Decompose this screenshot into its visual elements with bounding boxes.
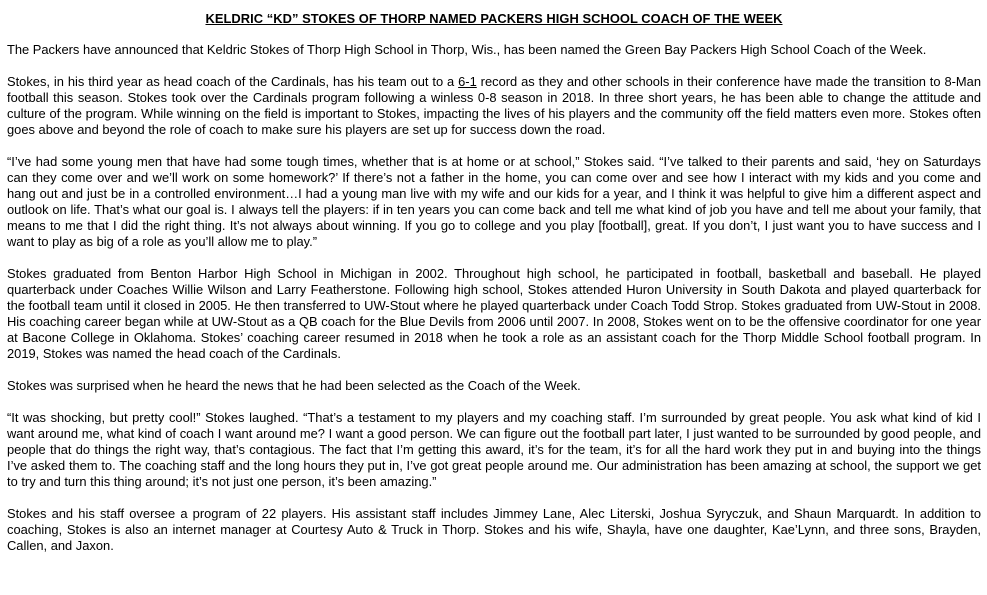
paragraph-third-year-lead: Stokes, in his third year as head coach of the Cardinals, has his team out to a — [7, 74, 459, 89]
paragraph-third-year-rest: record as they and other schools in their conference have made the transition to 8-Man football this season. Stokes took over the Cardinals program following a winless 0-8 season in 2018. In three short years, he has been able to change the attitude and culture of the program. While winning on the field is important to Stokes, impacting the lives of his players and the community off the field matters even more. Stokes often goes above and beyond the role of coach to make sure his players are set up for success down the road. — [7, 74, 981, 137]
team-record: 6-1 — [458, 74, 477, 89]
paragraph-quote-young-men: “I’ve had some young men that have had some tough times, whether that is at home or at school,” Stokes said. “I’ve talked to their parents and said, ‘hey on Saturdays can they come over and we’ll work on some homework?’ If there’s not a father in the home, you can come over and see how I interact with my kids and you come and hang out and just be in a controlled environment…I had a young man live with my wife and our kids for a year, and I think it was helpful to give him a different aspect and outlook on life. That’s what our goal is. I always tell the players: if in ten years you can come back and tell me what kind of job you have and tell me about your family, that means to me that I did the right thing. It’s not always about winning. If you go to college and you play [football], great. If you don’t, I just want you to have success and I want to play as big of a role as you’ll allow me to play.” — [7, 154, 981, 249]
article-title: KELDRIC “KD” STOKES OF THORP NAMED PACKERS HIGH SCHOOL COACH OF THE WEEK — [205, 11, 783, 26]
paragraph-announcement: The Packers have announced that Keldric Stokes of Thorp High School in Thorp, Wis., has been named the Green Bay Packers High School Coach of the Week. — [7, 42, 927, 57]
paragraph-background: Stokes graduated from Benton Harbor High School in Michigan in 2002. Throughout high school, he participated in football, basketball and baseball. He played quarterback under Coaches Willie Wilson and Larry Featherstone. Following high school, Stokes attended Huron University in South Dakota and played quarterback for the football team until it closed in 2005. He then transferred to UW-Stout where he played quarterback under Coach Todd Strop. Stokes graduated from UW-Stout in 2008. His coaching career began while at UW-Stout as a QB coach for the Blue Devils from 2006 until 2007. In 2008, Stokes went on to be the offensive coordinator for one year at Bacone College in Oklahoma. Stokes’ coaching career resumed in 2018 when he took a role as an assistant coach for the Thorp Middle School football program. In 2019, Stokes was named the head coach of the Cardinals. — [7, 266, 981, 361]
paragraph-third-year — [7, 74, 981, 138]
paragraph-staff: Stokes and his staff oversee a program of 22 players. His assistant staff includes Jimmey Lane, Alec Literski, Joshua Syryczuk, and Shaun Marquardt. In addition to coaching, Stokes is also an internet manager at Courtesy Auto & Truck in Thorp. Stokes and his wife, Shayla, have one daughter, Kae’Lynn, and three sons, Brayden, Callen, and Jaxon. — [7, 506, 981, 553]
paragraph-quote-shocking: “It was shocking, but pretty cool!” Stokes laughed. “That’s a testament to my players and my coaching staff. I’m surrounded by great people. You ask what kind of kid I want around me, what kind of coach I want around me? I want a good person. We can figure out the football part later, I just wanted to be surrounded by good people, and people that do things the right way, that’s contagious. The fact that I’m getting this award, it’s for the team, it’s for all the hard work they put in and buying into the things I’ve asked them to. The coaching staff and the long hours they put in, I’ve got great people around me. Our administration has been amazing at school, the support we get to try and turn this thing around; it’s not just one person, it’s been amazing.” — [7, 410, 981, 489]
paragraph-surprised: Stokes was surprised when he heard the news that he had been selected as the Coach of the Week. — [7, 378, 581, 393]
